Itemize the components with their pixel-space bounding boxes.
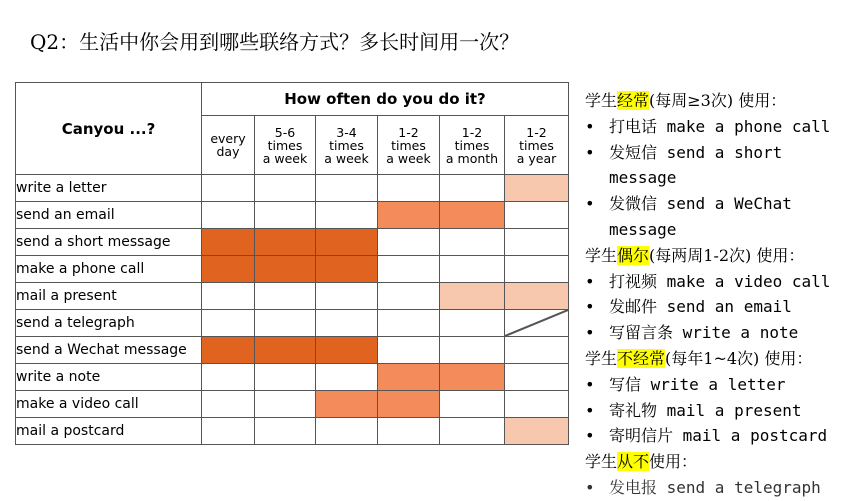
frequency-cell-filled: [255, 337, 316, 364]
list-item: • 发电报 send a telegraph: [585, 477, 821, 497]
frequency-cell-filled: [505, 418, 569, 445]
activity-label: send an email: [16, 202, 202, 229]
frequency-cell-filled: [202, 229, 255, 256]
frequency-cell: [316, 364, 378, 391]
slash-line: [505, 310, 568, 336]
never-heading: 学生从不使用：: [585, 452, 698, 472]
list-item: • 打视频 make a video call: [585, 271, 831, 291]
table-row: [16, 337, 569, 364]
frequency-cell: [202, 418, 255, 445]
activity-label: send a short message: [16, 229, 202, 256]
frequency-cell: [202, 175, 255, 202]
frequency-cell-filled: [440, 202, 505, 229]
activity-label: mail a present: [16, 283, 202, 310]
activity-label: send a Wechat message: [16, 337, 202, 364]
frequency-header: every day: [202, 116, 255, 175]
list-item: • 发邮件 send an email: [585, 297, 792, 317]
frequency-cell-filled: [316, 391, 378, 418]
table-row: [16, 229, 569, 256]
frequency-cell: [505, 364, 569, 391]
frequency-cell: [255, 418, 316, 445]
frequency-header: 5-6 times a week: [255, 116, 316, 175]
table-row: [16, 418, 569, 445]
frequency-cell-filled: [378, 364, 440, 391]
frequency-cell: [440, 175, 505, 202]
often-highlight: 经常: [617, 91, 650, 110]
frequency-cell: [440, 229, 505, 256]
frequency-cell: [440, 310, 505, 337]
frequency-cell: [255, 283, 316, 310]
frequency-cell: [378, 229, 440, 256]
frequency-cell: [255, 202, 316, 229]
table-row: [16, 310, 569, 337]
frequency-cell: [378, 310, 440, 337]
frequency-cell-filled: [316, 256, 378, 283]
frequency-cell: [202, 310, 255, 337]
frequency-cell: [505, 256, 569, 283]
frequency-cell-filled: [440, 283, 505, 310]
frequency-cell: [440, 256, 505, 283]
seldom-heading: 学生不经常(每年1~4次) 使用：: [585, 348, 813, 368]
activity-label: make a video call: [16, 391, 202, 418]
frequency-cell: [378, 283, 440, 310]
frequency-cell: [255, 364, 316, 391]
list-item: • 发微信 send a WeChat: [585, 194, 792, 214]
frequency-cell: [378, 256, 440, 283]
frequency-table: [15, 82, 569, 445]
frequency-cell-filled: [378, 391, 440, 418]
table-row: [16, 256, 569, 283]
table-row: [16, 202, 569, 229]
frequency-cell-filled: [316, 229, 378, 256]
frequency-cell-filled: [202, 337, 255, 364]
frequency-cell: [316, 175, 378, 202]
list-item: • 打电话 make a phone call: [585, 116, 831, 136]
table-row: [16, 283, 569, 310]
frequency-cell-filled: [505, 175, 569, 202]
frequency-cell: [202, 364, 255, 391]
frequency-header: 1-2 times a week: [378, 116, 440, 175]
frequency-cell: [202, 391, 255, 418]
frequency-cell: [316, 202, 378, 229]
frequency-cell-filled: [202, 256, 255, 283]
frequency-cell: [202, 283, 255, 310]
often-heading: 学生经常(每周≥3次) 使用：: [585, 91, 787, 110]
frequency-header: 1-2 times a month: [440, 116, 505, 175]
frequency-cell: [378, 175, 440, 202]
list-item: • 寄明信片 mail a postcard: [585, 426, 828, 446]
frequency-cell-filled: [505, 283, 569, 310]
frequency-cell-filled: [440, 364, 505, 391]
list-item: • 写留言条 write a note: [585, 323, 799, 343]
activity-label: write a letter: [16, 175, 202, 202]
frequency-cell: [440, 391, 505, 418]
frequency-cell: [202, 202, 255, 229]
frequency-cell: [440, 418, 505, 445]
activity-label: make a phone call: [16, 256, 202, 283]
list-item: • 发短信 send a short: [585, 142, 783, 162]
never-highlight: 从不: [617, 452, 650, 472]
frequency-cell: [505, 337, 569, 364]
frequency-cell-filled: [316, 337, 378, 364]
frequency-cell-filled: [378, 202, 440, 229]
question-header: Canyou ...?: [16, 83, 202, 175]
frequency-cell: [255, 391, 316, 418]
frequency-header: 1-2 times a year: [505, 116, 569, 175]
activity-label: mail a postcard: [16, 418, 202, 445]
page-title: Q2：生活中你会用到哪些联络方式？多长时间用一次？: [30, 30, 520, 54]
frequency-cell: [255, 175, 316, 202]
frequency-cell: [378, 337, 440, 364]
notes-panel: [585, 88, 860, 501]
frequency-cell: [316, 418, 378, 445]
list-item-continuation: message: [609, 168, 677, 188]
frequency-group-header: How often do you do it?: [202, 83, 569, 116]
frequency-cell: [440, 337, 505, 364]
frequency-header: 3-4 times a week: [316, 116, 378, 175]
table-row: [16, 391, 569, 418]
table-row: [16, 364, 569, 391]
frequency-cell: [505, 229, 569, 256]
sometimes-highlight: 偶尔: [617, 245, 650, 265]
activity-label: send a telegraph: [16, 310, 202, 337]
list-item: • 写信 write a letter: [585, 374, 786, 394]
sometimes-heading: 学生偶尔(每两周1-2次) 使用：: [585, 245, 805, 265]
activity-label: write a note: [16, 364, 202, 391]
slash-cell: [505, 310, 569, 337]
frequency-cell-filled: [255, 256, 316, 283]
frequency-cell: [255, 310, 316, 337]
frequency-cell: [378, 418, 440, 445]
table-row: [16, 175, 569, 202]
list-item: • 寄礼物 mail a present: [585, 400, 802, 420]
seldom-highlight: 不经常: [617, 348, 666, 368]
frequency-cell: [316, 310, 378, 337]
frequency-cell: [316, 283, 378, 310]
frequency-cell: [505, 391, 569, 418]
frequency-cell-filled: [255, 229, 316, 256]
frequency-cell: [505, 202, 569, 229]
list-item-continuation: message: [609, 219, 677, 239]
